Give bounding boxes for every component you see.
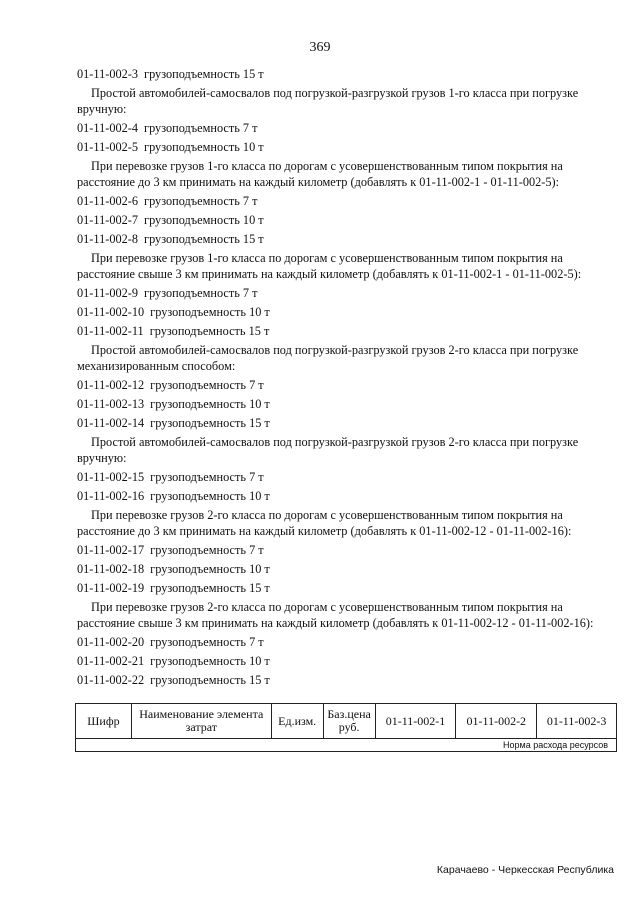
item-code: 01-11-002-16 (77, 489, 145, 503)
item-code: 01-11-002-10 (77, 305, 145, 319)
table-header-row (76, 704, 617, 739)
item-code: 01-11-002-14 (77, 416, 145, 430)
table-caption-row (76, 739, 617, 752)
list-item (77, 653, 617, 669)
list-item (77, 469, 617, 485)
list-item (77, 561, 617, 577)
item-text: грузоподъемность 10 т (150, 562, 270, 576)
section-paragraph: При перевозке грузов 2-го класса по дорогам с усовершенствованным типом покрытия на расстояние до 3 км принимать на каждый километр (добавлять к 01-11-002-12 - 01-11-002-16): (77, 508, 572, 538)
item-text: грузоподъемность 7 т (150, 378, 264, 392)
list-item (77, 415, 617, 431)
item-code: 01-11-002-19 (77, 581, 145, 595)
section-paragraph: При перевозке грузов 2-го класса по дорогам с усовершенствованным типом покрытия на расстояние свыше 3 км принимать на каждый километр (добавлять к 01-11-002-12 - 01-11-002-16): (77, 600, 594, 630)
item-text: грузоподъемность 7 т (150, 635, 264, 649)
list-item (77, 304, 617, 320)
list-item (77, 66, 617, 82)
item-code: 01-11-002-15 (77, 470, 145, 484)
table-caption: Норма расхода ресурсов (76, 739, 617, 752)
header-unit: Ед.изм. (271, 704, 323, 739)
item-text: грузоподъемность 7 т (150, 470, 264, 484)
item-text: грузоподъемность 15 т (144, 67, 264, 81)
item-code: 01-11-002-22 (77, 673, 145, 687)
list-item (77, 212, 617, 228)
list-item (77, 231, 617, 247)
list-item (77, 580, 617, 596)
section-paragraph: При перевозке грузов 1-го класса по дорогам с усовершенствованным типом покрытия на расстояние до 3 км принимать на каждый километр (добавлять к 01-11-002-1 - 01-11-002-5): (77, 159, 563, 189)
item-code: 01-11-002-5 (77, 140, 139, 154)
item-text: грузоподъемность 10 т (144, 140, 264, 154)
item-text: грузоподъемность 10 т (150, 654, 270, 668)
list-item (77, 396, 617, 412)
list-item (77, 634, 617, 650)
list-item (77, 285, 617, 301)
item-code: 01-11-002-7 (77, 213, 139, 227)
resource-table (75, 703, 617, 752)
section-paragraph: При перевозке грузов 1-го класса по дорогам с усовершенствованным типом покрытия на расстояние свыше 3 км принимать на каждый километр (добавлять к 01-11-002-1 - 01-11-002-5): (77, 251, 582, 281)
item-code: 01-11-002-3 (77, 67, 139, 81)
list-item (77, 488, 617, 504)
item-code: 01-11-002-6 (77, 194, 139, 208)
header-col-3: 01-11-002-3 (537, 704, 617, 739)
list-item (77, 120, 617, 136)
list-item (77, 672, 617, 688)
section-paragraph: Простой автомобилей-самосвалов под погрузкой-разгрузкой грузов 2-го класса при погрузке вручную: (77, 435, 579, 465)
list-item (77, 139, 617, 155)
header-col-1: 01-11-002-1 (375, 704, 456, 739)
list-item (77, 377, 617, 393)
item-text: грузоподъемность 15 т (150, 673, 270, 687)
list-item (77, 193, 617, 209)
page-number: 369 (309, 40, 331, 55)
header-col-2: 01-11-002-2 (456, 704, 537, 739)
header-base-price: Баз.цена руб. (323, 704, 375, 739)
item-code: 01-11-002-18 (77, 562, 145, 576)
document-body (77, 66, 617, 691)
footer-region: Карачаево - Черкесская Республика (436, 864, 614, 876)
item-code: 01-11-002-8 (77, 232, 139, 246)
item-code: 01-11-002-21 (77, 654, 145, 668)
item-code: 01-11-002-13 (77, 397, 145, 411)
item-code: 01-11-002-17 (77, 543, 145, 557)
item-code: 01-11-002-20 (77, 635, 145, 649)
item-text: грузоподъемность 15 т (150, 581, 270, 595)
item-text: грузоподъемность 10 т (150, 397, 270, 411)
header-cost-element: Наименование элемента затрат (131, 704, 271, 739)
list-item (77, 323, 617, 339)
item-text: грузоподъемность 7 т (150, 543, 264, 557)
item-text: грузоподъемность 7 т (144, 194, 258, 208)
section-paragraph: Простой автомобилей-самосвалов под погрузкой-разгрузкой грузов 2-го класса при погрузке механизированным способом: (77, 343, 579, 373)
item-code: 01-11-002-11 (77, 324, 144, 338)
item-text: грузоподъемность 15 т (150, 416, 270, 430)
item-text: грузоподъемность 10 т (144, 213, 264, 227)
item-text: грузоподъемность 7 т (144, 286, 258, 300)
item-text: грузоподъемность 15 т (149, 324, 270, 338)
item-text: грузоподъемность 10 т (150, 305, 270, 319)
item-code: 01-11-002-12 (77, 378, 145, 392)
header-code: Шифр (76, 704, 132, 739)
item-text: грузоподъемность 10 т (150, 489, 270, 503)
item-code: 01-11-002-9 (77, 286, 139, 300)
section-paragraph: Простой автомобилей-самосвалов под погрузкой-разгрузкой грузов 1-го класса при погрузке вручную: (77, 86, 579, 116)
item-text: грузоподъемность 7 т (144, 121, 258, 135)
item-text: грузоподъемность 15 т (144, 232, 264, 246)
list-item (77, 542, 617, 558)
item-code: 01-11-002-4 (77, 121, 139, 135)
